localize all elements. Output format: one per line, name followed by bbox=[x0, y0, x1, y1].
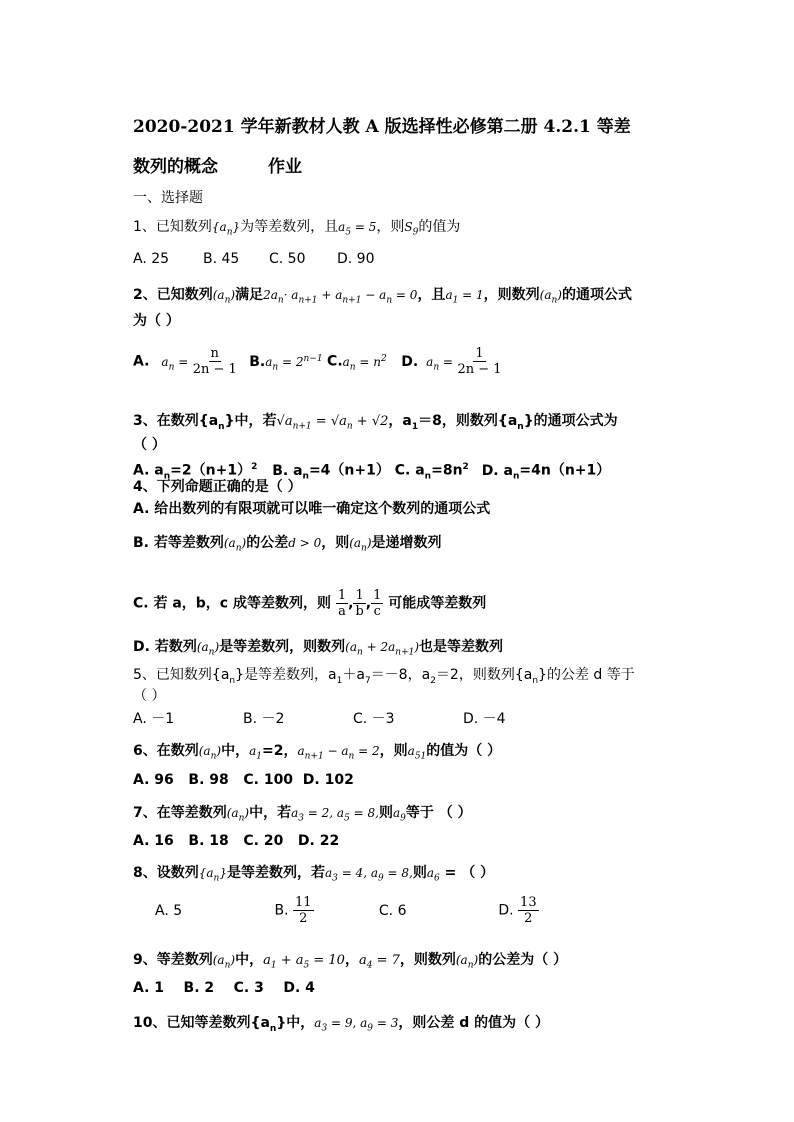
section-heading: 一、选择题 bbox=[133, 190, 203, 206]
title-main: 数列的概念 bbox=[133, 157, 218, 177]
question-4: 4、下列命题正确的是（ ） bbox=[133, 479, 302, 495]
page-title-line1: 2020-2021 学年新教材人教 A 版选择性必修第二册 4.2.1 等差 bbox=[133, 117, 631, 137]
question-2-cont: 为（ ） bbox=[133, 313, 180, 329]
question-9: 9、等差数列$(a_n)$中，$a_1 + a_5 = 10$，$a_4 = 7$，则数列$(a_n)$的公差为（ ） bbox=[133, 952, 568, 971]
question-1-options: A. 25 B. 45 C. 50 D. 90 bbox=[133, 251, 375, 267]
question-4-option-b: B. 若等差数列$(a_n)$的公差d > 0，则$(a_n)$是递增数列 bbox=[133, 535, 442, 554]
question-8: 8、设数列$\{a_n\}$是等差数列，若$a_3 = 4$, $a_9 = 8$,则$a_6$ = （ ） bbox=[133, 865, 495, 884]
question-6-options: A. 96 B. 98 C. 100 D. 102 bbox=[133, 772, 354, 788]
question-7-options: A. 16 B. 18 C. 20 D. 22 bbox=[133, 833, 340, 849]
question-3-cont: （ ） bbox=[133, 437, 166, 453]
question-8-options: A. 5 B. $\frac{11}{2}$ C. 6 D. $\frac{13}{2}$ bbox=[155, 895, 537, 926]
question-5: 5、已知数列$\{a_n\}$是等差数列，$a_1+a_7=-8$，$a_2=2$，则数列$\{a_n\}$的公差 d 等于 bbox=[133, 667, 635, 686]
question-3: 3、在数列$\{a_n\}$中，若$√a_{n+1} = √a_n + √2$，$a_1=8$，则数列$\{a_n\}$的通项公式为 bbox=[133, 413, 618, 432]
question-4-option-c: C. 若 a，b，c 成等差数列，则 $\frac{1}{a}$ , $\frac{1}{b}$ , $\frac{1}{c}$ 可能成等差数列 bbox=[133, 588, 487, 619]
question-5-options: A. －1 B. －2 C. －3 D. －4 bbox=[133, 711, 506, 727]
question-9-options: A. 1 B. 2 C. 3 D. 4 bbox=[133, 980, 315, 996]
question-4-option-d: D. 若数列$(a_n)$是等差数列，则数列$(a_n + 2a_{n+1})$也是等差数列 bbox=[133, 639, 504, 658]
question-2: 2、已知数列$(a_n)$满足$2a_n\cdot a_{n+1} + a_{n+1} - a_n = 0$，且$a_1 = 1$，则数列$(a_n)$的通项公式 bbox=[133, 287, 632, 306]
question-6: 6、在数列$(a_n)$中，$a_1=2$，$a_{n+1} - a_n = 2$，则$a_{51}$的值为（ ） bbox=[133, 743, 502, 762]
question-1: 1、已知数列$\{a_n\}$为等差数列，且$a_5 = 5$，则$S_9$的值为 bbox=[133, 219, 461, 238]
title-suffix: 作业 bbox=[268, 157, 302, 177]
question-7: 7、在等差数列$(a_n)$中，若$a_3 = 2$, $a_5 = 8$,则$a_9$等于 （ ） bbox=[133, 805, 472, 824]
question-3-options: A. $a_n=2(n+1)^2$ B. $a_n=4(n+1)$ C. $a_n=8n^2$ D. $a_n=4n(n+1)$ bbox=[133, 462, 611, 482]
question-2-options: A. $a_n$ = $\frac{n}{2n - 1}$ $B.a_n = 2^{n-1}$ $C.a_n = n^2$ D. $a_n$ = $\frac{1}{2n - 1}$ bbox=[133, 346, 502, 377]
question-5-cont: （ ） bbox=[133, 688, 166, 704]
page-title-line2 bbox=[133, 152, 302, 177]
question-10: 10、已知等差数列$\{a_n\}$中，$a_3 = 9$, $a_9 = 3$，则公差 d 的值为（ ） bbox=[133, 1015, 550, 1034]
question-4-option-a: A. 给出数列的有限项就可以唯一确定这个数列的通项公式 bbox=[133, 501, 491, 517]
